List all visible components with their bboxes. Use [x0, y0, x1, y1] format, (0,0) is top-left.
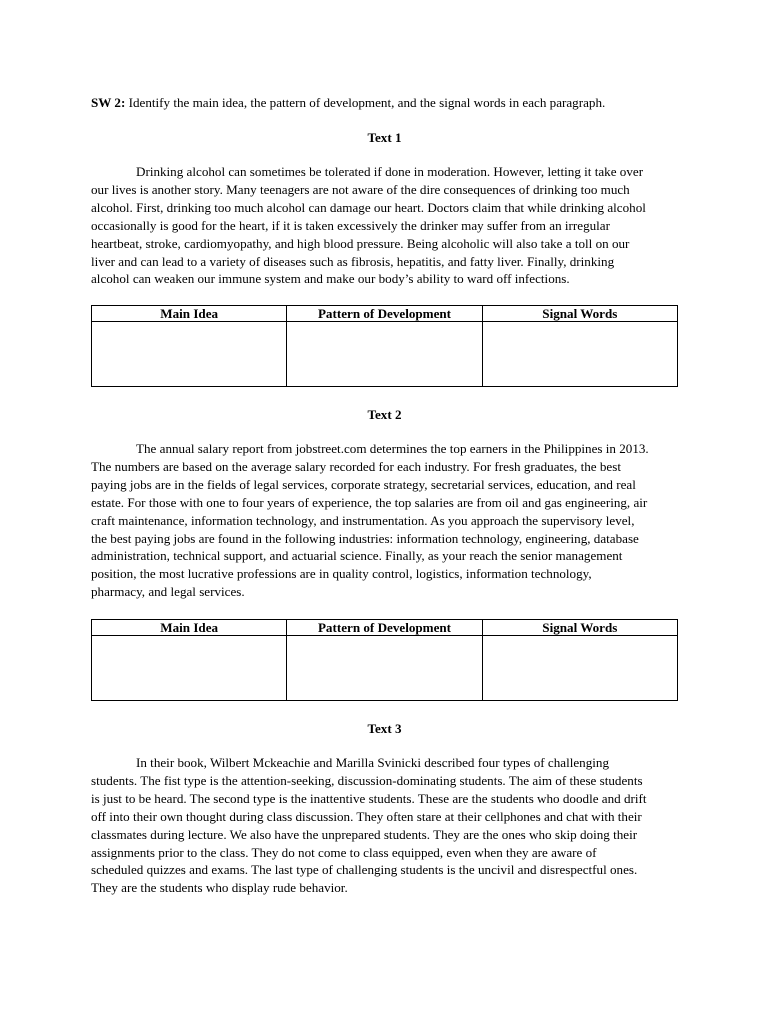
table-answer-row	[92, 636, 678, 701]
paragraph-line: position, the most lucrative professions are in quality control, logistics, information technology,	[91, 566, 592, 582]
main-idea-answer-cell[interactable]	[92, 636, 287, 701]
paragraph-line: They are the students who display rude behavior.	[91, 880, 348, 896]
signal-words-header: Signal Words	[482, 306, 677, 322]
table-header-row	[92, 306, 678, 322]
text-2-paragraph	[91, 440, 678, 601]
text-2-answer-table	[91, 619, 678, 701]
paragraph-line: Drinking alcohol can sometimes be tolerated if done in moderation. However, letting it take over	[136, 164, 644, 179]
table-answer-row	[92, 322, 678, 387]
paragraph-line: estate. For those with one to four years of experience, the top salaries are from oil and gas engineering, air	[91, 494, 648, 510]
paragraph-line: pharmacy, and legal services.	[91, 584, 245, 600]
paragraph-line: craft maintenance, information technology, and instrumentation. As you approach the supervisory level,	[91, 512, 635, 528]
pattern-answer-cell[interactable]	[287, 322, 482, 387]
paragraph-line: off into their own thought during class discussion. They often stare at their cellphones and chat with their	[91, 808, 642, 824]
instruction-text: Identify the main idea, the pattern of development, and the signal words in each paragraph.	[125, 95, 606, 110]
text-2-heading: Text 2	[367, 407, 402, 422]
pattern-of-development-header: Pattern of Development	[287, 620, 482, 636]
paragraph-line: In their book, Wilbert Mckeachie and Marilla Svinicki described four types of challenging	[136, 755, 610, 770]
text-1-paragraph	[91, 163, 678, 288]
signal-words-header: Signal Words	[482, 620, 677, 636]
main-idea-header: Main Idea	[92, 306, 287, 322]
text-3-paragraph	[91, 754, 678, 897]
paragraph-line: assignments prior to the class. They do not come to class equipped, even when they are aware of	[91, 844, 597, 860]
main-idea-header: Main Idea	[92, 620, 287, 636]
paragraph-line: scheduled quizzes and exams. The last type of challenging students is the uncivil and disrespectful ones.	[91, 862, 638, 878]
paragraph-line: occasionally is good for the heart, if it is taken excessively the drinker may suffer from an irregular	[91, 217, 610, 233]
paragraph-line: alcohol can weaken our immune system and make our body’s ability to ward off infections.	[91, 271, 570, 287]
paragraph-line: administration, technical support, and actuarial science. Finally, as your reach the senior management	[91, 548, 623, 564]
text-3-heading: Text 3	[367, 721, 402, 736]
paragraph-line: heartbeat, stroke, cardiomyopathy, and high blood pressure. Being alcoholic will also take a toll on our	[91, 235, 630, 251]
text-1-heading: Text 1	[367, 130, 402, 145]
text-1-answer-table	[91, 305, 678, 387]
paragraph-line: students. The fist type is the attention-seeking, discussion-dominating students. The aim of these students	[91, 772, 643, 788]
paragraph-line: The annual salary report from jobstreet.com determines the top earners in the Philippines in 2013.	[136, 441, 649, 456]
paragraph-line: our lives is another story. Many teenagers are not aware of the dire consequences of drinking too much	[91, 181, 630, 197]
paragraph-line: liver and can lead to a variety of diseases such as fibrosis, hepatitis, and fatty liver. Finally, drinking	[91, 253, 615, 269]
instruction	[91, 94, 691, 111]
paragraph-line: paying jobs are in the fields of legal services, corporate strategy, secretarial services, education, and real	[91, 476, 636, 492]
signal-words-answer-cell[interactable]	[482, 322, 677, 387]
instruction-label: SW 2:	[91, 95, 126, 110]
pattern-of-development-header: Pattern of Development	[287, 306, 482, 322]
signal-words-answer-cell[interactable]	[482, 636, 677, 701]
paragraph-line: alcohol. First, drinking too much alcohol can damage our heart. Doctors claim that while drinking alcohol	[91, 199, 646, 215]
paragraph-line: is just to be heard. The second type is the inattentive students. These are the students who doodle and drift	[91, 790, 647, 806]
main-idea-answer-cell[interactable]	[92, 322, 287, 387]
table-header-row	[92, 620, 678, 636]
paragraph-line: The numbers are based on the average salary recorded for each industry. For fresh graduates, the best	[91, 458, 621, 474]
pattern-answer-cell[interactable]	[287, 636, 482, 701]
paragraph-line: the best paying jobs are found in the following industries: information technology, engineering, database	[91, 530, 639, 546]
paragraph-line: classmates during lecture. We also have the unprepared students. They are the ones who skip doing their	[91, 826, 638, 842]
